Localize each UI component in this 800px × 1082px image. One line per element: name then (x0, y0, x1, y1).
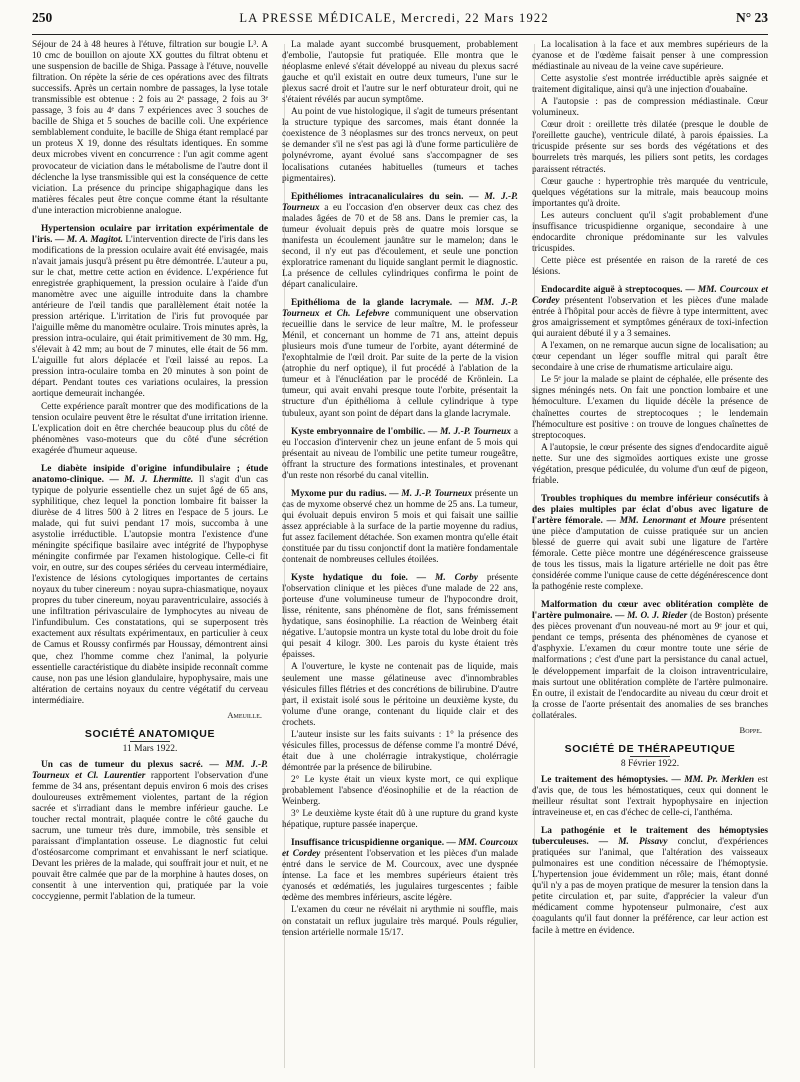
signature: Ameuille. (227, 709, 262, 720)
journal-title-line (239, 11, 548, 26)
article-author: — M. J.-P. Tourneux (282, 191, 518, 213)
paragraph: Cette expérience paraît montrer que des modifications de la tension oculaire peuvent être le résultat d'une irritation irienne. L'explication doit en être cherchée beaucoup plus du côté de phénomènes vaso-moteurs que du côté d'une sécrétion exagérée d'humeur aqueuse. (32, 401, 268, 456)
paragraph: L'examen du cœur ne révélait ni arythmie ni souffle, mais on constatait un reflux jugulaire très marqué. Pouls régulier, tension artérielle normale 15/17. (282, 905, 518, 938)
article-text: conclut, d'expériences pratiquées sur l'animal, que l'altération des vaisseaux pulmonaires est une condition nécessaire de l'hémoptysie. L'hypertension joue évidemment un rôle; mais, étant donné qu'il n'y a pas de moyen pratique de mesurer la tension dans la petite circulation et, par suite, d'apprécier la valeur d'un médicament comme hypotenseur pulmonaire, c'est aux coagulants qu'il faut donner la préférence, car leur action est facile à mettre en évidence. (532, 837, 768, 936)
paragraph: 2° Le kyste était un vieux kyste mort, ce qui explique probablement l'absence d'éosinophilie et de la réaction de Weinberg. (282, 774, 518, 808)
article-author: — MM. Pr. Merklen (671, 774, 755, 785)
article-title: Hypertension oculaire par irritation expérimentale de l'iris. (32, 223, 268, 245)
paragraph: Cœur gauche : hypertrophie très marquée du ventricule, quelques végétations sur la mitrale, mais beaucoup moins importantes qu'à droite. (532, 176, 768, 209)
running-header (32, 10, 768, 35)
article-text: présente l'observation clinique et les pièces d'une malade de 22 ans, porteuse d'une volumineuse tumeur de l'hypocondre droit, lisse, rénitente, sans phénomène de flot, sans frémissement hydatique, sans éosinophilie. La réaction de Weinberg était négative. L'autopsie montra un kyste total du lobe droit du foie qui pesait 4 kilogr. 300. Les parois du kyste étaient très épaisses. (282, 573, 518, 661)
paragraph: La malade ayant succombé brusquement, probablement d'embolie, l'autopsie fut pratiquée. Elle montra que le néoplasme enlevé s'était développé au niveau du plexus sacré gauche et qu'il existait en outre deux tumeurs, l'une sur le plexus sacré droit et l'autre sur le nerf obturateur droit, qui ne s'étaient révélés par aucun symptôme. (282, 40, 518, 106)
paragraph: A l'autopsie : pas de compression médiastinale. Cœur volumineux. (532, 97, 768, 119)
section-rule (630, 756, 670, 757)
article-author: — MM. J.-P. Tourneux et Ch. Lefebvre (282, 298, 518, 320)
paragraph: Au point de vue histologique, il s'agit de tumeurs présentant la structure typique des sarcomes, mais étant donnée la coexistence de 3 néoplasmes sur des troncs nerveux, on peut se demander s'il ne s'est pas agi là d'une forme particulière de polynévrome, ayant évolué sans s'accompagner de ses localisations cutanées habituelles (tumeurs et taches pigmentaires). (282, 107, 518, 184)
signature: Boppe. (739, 724, 762, 735)
article-text: présentent une pièce d'amputation de cuisse pratiquée sur un ancien blessé de guerre qui avait subi une ligature de l'artère fémorale. Cette pièce montre une dégénérescence graisseuse de tous les tissus, mais la ligature artérielle ne doit pas être considérée comme l'unique cause de cette dégénérescence dont la pathogénie reste complexe. (532, 515, 768, 593)
article-author: — M. O. J. Rieder (615, 611, 688, 622)
article-author: — M. J. Lhermitte. (109, 474, 194, 485)
article-item (532, 285, 768, 340)
article-author: — M. J.-P. Tourneux (389, 488, 473, 499)
article-item (282, 427, 518, 482)
article-author: — M. Pissavy (598, 837, 668, 848)
paragraph: A l'ouverture, le kyste ne contenait pas de liquide, mais seulement une masse gélatineuse avec d'innombrables vésicules filles flétries et des concrétions de bilirubine. D'autre part, il existait isolé sous le péritoine un deuxième kyste, du volume d'une orange, contenant du liquide clair et des crochets. (282, 662, 518, 728)
article-title: Kyste embryonnaire de l'ombilic. (291, 426, 426, 437)
article-text: a eu l'occasion d'en observer deux cas chez des malades âgées de 70 et de 58 ans. Dans le premier cas, la tumeur évoluait depuis près de quatre mois lorsque se manifesta un écoulement jaunâtre sur le mamelon; dans le second, il n'y eut pas d'écoulement, et seule une ponction exploratrice ramenant du liquide sanglant permit le diagnostic. La présence de cellules cylindriques confirma le point de départ canaliculaire. (282, 202, 518, 290)
article-item (532, 775, 768, 819)
article-item (32, 224, 268, 401)
paragraph: Séjour de 24 à 48 heures à l'étuve, filtration sur bougie L³. A 10 cmc de bouillon on ajoute XX gouttes du filtrat obtenu et une suspension de bacille de Shiga. Passage à l'étuve, nouvelle filtration. On répète la série de ces opérations avec des filtrats successifs. Après un certain nombre de passages, la lyse totale transmissible est obtenue : 2 fois au 2ᵉ passage, 2 fois au 3ᵉ passage, 3 fois au 4ᵉ dans 7 expériences avec 3 souches de bacille de Shiga et 5 souches de bacille coli. Une expérience semblablement conduite, le bacille de Shiga étant remplacé par un proteus X 19, donne des résultats identiques. En somme deux microbes vivent en concurrence : l'un agit comme agent provocateur de viciation dans le métabolisme de l'autre dont il déclenche la lyse transmissible qui est la conséquence de cette viciation. La présence du principe shigaphagique dans les matières fécales peut être conçue comme étant la résultante d'une interaction microbienne analogue. (32, 40, 268, 216)
article-text: est d'avis que, de tous les hémostatiques, ceux qui donnent le meilleur résultat sont l'extrait hypophysaire en injection intraveineuse et, en cas d'échec de celle-ci, l'anthéma. (532, 774, 768, 819)
article-title: Epithélioma de la glande lacrymale. (291, 298, 453, 309)
article-title: Troubles trophiques du membre inférieur consécutifs à des plaies multiples par éclat d'obus avec ligature de l'artère fémorale. (532, 493, 768, 526)
article-author: — MM. Lenormant et Moure (606, 515, 726, 526)
article-item (282, 489, 518, 566)
article-title: Le traitement des hémoptysies. (541, 774, 668, 785)
paragraph: Cette pièce est présentée en raison de la rareté de ces lésions. (532, 255, 768, 277)
article-item (532, 494, 768, 593)
article-author: — MM. Courcoux et Cordey (532, 284, 768, 307)
article-title: Un cas de tumeur du plexus sacré. (41, 759, 203, 770)
article-text: Il s'agit d'un cas typique de polyurie essentielle chez un sujet âgé de 65 ans, syphilitique, chez lequel la ponction lombaire fit baisser la diurèse de 4 litres 500 à 2 litres en l'espace de 5 jours. Le malade, qui fut suivi pendant 17 mois, succomba à une asystolie irréductible. L'autopsie montra l'existence d'une méningite spécifique basilaire avec intégrité de l'hypophyse méningite confirmée par l'examen histologique. Celle-ci fit voir, en outre, sur des coupes sériées du cerveau intermédiaire, l'existence de lésions cytologiques importantes de certains noyaux du tuber cinereum : noyau supra-chiasmatique, noyaux propres du tuber cinereum, noyau paraventriculaire, associés à une infiltration périvasculaire de lymphocytes au niveau de l'infundibulum. Ces constatations, qui se superposent très exactement aux résultats expérimentaux, en particulier à ceux de Camus et Roussy confirmés par Houssay, démontrent ainsi que, chez l'homme comme chez l'animal, la polyurie essentielle caractéristique du diabète insipide reconnaît comme cause, non pas une lésion glandulaire, hypophysaire, mais une altération de certains noyaux du centre végétatif du cerveau intermédiaire. (32, 474, 268, 706)
article-author: — M. Corby (416, 573, 478, 584)
article-item (282, 298, 518, 420)
section-heading: SOCIÉTÉ ANATOMIQUE (84, 727, 216, 740)
paragraph: 3° Le deuxième kyste était dû à une rupture du grand kyste hépatique, rupture passée inaperçue. (282, 809, 518, 831)
section-date: 11 Mars 1922. (122, 743, 178, 754)
article-text: présente un cas de myxome observé chez un homme de 25 ans. La tumeur, qui évoluait depuis environ 5 mois et qui faisait une saillie assez appréciable à la surface de la partie moyenne du radius, fut assez facilement détachée. Son examen montra qu'elle était constituée par du tissu conjonctif dont la matière fondamentale contenait de nombreuses cellules étoilées. (282, 488, 518, 566)
article-item (532, 600, 768, 722)
article-title: Malformation du cœur avec oblitération complète de l'artère pulmonaire. (532, 600, 768, 622)
article-text: communiquent une observation recueillie dans le service de leur maître, M. le professeur Ménil, et concernant un homme de 71 ans, atteint depuis plusieurs mois d'une tumeur de l'orbite, ayant déterminé de l'exophtalmie de l'œil droit. Par suite de la perte de la vision (atrophie du nerf optique), il fut procédé à l'ablation de la tumeur et à l'énucléation par le procédé de Krönlein. La tumeur, qui avait envahi presque toute l'orbite, présentait la structure d'un épithélioma à cellule cylindrique à type tubuleux, ayant son point de départ dans la glande lacrymale. (282, 309, 518, 419)
article-title: Myxome pur du radius. (291, 488, 387, 499)
article-author: — M. A. Magitot. (54, 234, 123, 245)
article-text: présentent l'observation et les pièces d'une malade entrée à l'hôpital pour accès de fièvre à type intermittent, avec gros amaigrissement et symptômes généraux de toxi-infection qui auraient débuté il y a 3 semaines. (532, 296, 768, 340)
column-middle (282, 40, 518, 1070)
article-text: présentent l'observation et les pièces d'un malade entré dans le service de M. Courcoux, avec une dyspnée intense. La face et les membres supérieurs étaient très cyanosés et œdématiés, les jugulaires turgescentes ; faible œdème des membres inférieurs, ascite légère. (282, 849, 518, 904)
issue-date: Mercredi, 22 Mars 1922 (400, 11, 549, 25)
article-author: — M. J.-P. Tourneux (428, 426, 511, 437)
article-item (32, 464, 268, 707)
paragraph: Cœur droit : oreillette très dilatée (presque le double de l'oreillette gauche), ventricule dilaté, à parois épaissies. La tricuspide présente sur ses bords des végétations et des bourrelets très marqués, les piliers sont petits, les cordages paraissent rétractés. (532, 120, 768, 175)
paragraph: La localisation à la face et aux membres supérieurs de la cyanose et de l'œdème faisait penser à une compression médiastinale au niveau de la veine cave supérieure. (532, 40, 768, 73)
article-text: L'intervention directe de l'iris dans les modifications de la pression oculaire avait été envisagée, mais n'avait jamais jusqu'à présent pu être démontrée. L'auteur a pu, sur le chat, mettre cette action en évidence. L'expérience fut enregistrée graphiquement, la pression oculaire à l'aide d'un manomètre avec une aiguille introduite dans la chambre antérieure de l'œil tandis que parallèlement était notée la pression artérique. L'irritation de l'iris fut provoquée par l'aiguille même du manomètre oculaire. Trois minutes après, la pression intra-oculaire, qui était primitivement de 30 mm. Hg, s'élevait à 42 mm; au bout de 7 minutes, elle était de 56 mm. L'aiguille fut alors déplacée et l'œil laissé au repos. La pression intra-oculaire tomba en 20 minutes à son point de départ. Pendant toutes ces variations oculaires, la pression aortique demeurait inchangée. (32, 234, 268, 400)
article-item (32, 760, 268, 904)
article-title: Endocardite aiguë à streptocoques. (541, 284, 683, 295)
article-item (282, 192, 518, 291)
paragraph: Le 5ᵉ jour la malade se plaint de céphalée, elle présente des signes méningés nets. On fait une ponction lombaire et une hémoculture. L'examen du liquide décèle la présence de chaînettes courtes de streptocoques ; le lendemain l'hémoculture est positive : on trouve de longues chaînettes de streptocoques. (532, 375, 768, 441)
column-right (532, 40, 768, 1070)
article-title: La pathogénie et le traitement des hémoptysies tuberculeuses. (532, 826, 768, 848)
article-text: (de Boston) présente des pièces provenant d'un nouveau-né mort au 9ᵉ jour et qui, pendant ce temps, présenta des phénomènes de cyanose et d'asphyxie. L'examen du cœur montre toute une série de malformations ; c'est d'une part la persistance du canal actuel, le développement imparfait de la cloison intraventriculaire, mais surtout une oblitération complète de l'artère pulmonaire. En outre, il existait de l'endocardite au niveau du cœur droit et la crosse de l'aorte présentait des anomalies de ses branches collatérales. (532, 611, 768, 721)
article-item (282, 838, 518, 904)
article-author: — MM. J.-P. Tourneux et Cl. Laurentier (32, 759, 268, 781)
article-title: Insuffisance tricuspidienne organique. (291, 838, 445, 849)
article-item (282, 573, 518, 661)
article-title: Kyste hydatique du foie. (291, 573, 408, 584)
article-columns (32, 40, 768, 1070)
paragraph: A l'autopsie, le cœur présente des signes d'endocardite aiguë nette. Sur une des sigmoïdes aortiques existe une grosse végétation, presque pédiculée, du volume d'un œuf de pigeon, friable. (532, 442, 768, 486)
paragraph: A l'examen, on ne remarque aucun signe de localisation; au cœur cependant un léger souffle mitral qui paraît être secondaire à une crise de rhumatisme articulaire aigu. (532, 341, 768, 374)
section-rule (130, 741, 170, 742)
article-title: Le diabète insipide d'origine infundibulaire ; étude anatomo-clinique. (32, 463, 268, 485)
issue-number: N° 23 (735, 10, 768, 25)
article-title: Epithéliomes intracanaliculaires du sein. (291, 191, 464, 202)
article-item (532, 826, 768, 936)
paragraph: Les auteurs concluent qu'il s'agit probablement d'une insuffisance tricuspidienne organique, secondaire à une endocardite chronique prédominante sur les valvules tricuspides. (532, 210, 768, 254)
paragraph: L'auteur insiste sur les faits suivants : 1° la présence des vésicules filles, processus de défense comme l'a montré Dévé, était due à une cholérragie intrakystique, cholérragie démontrée par la présence de bilirubine. (282, 729, 518, 773)
paragraph: Cette asystolie s'est montrée irréductible après saignée et traitement digitalique, ainsi qu'à une injection d'ouabaïne. (532, 74, 768, 96)
article-author: — MM. Courcoux et Cordey (282, 838, 518, 860)
article-text: rapportent l'observation d'une femme de 34 ans, présentant depuis environ 6 mois des crises douloureuses extrêmement violentes, partant de la région sacrée et s'irradiant dans le membre inférieur gauche. Le toucher rectal montrait, plaquée contre le côté gauche du sacrum, une tumeur très dure, immobile, très sensible et paraissant d'implantation osseuse. Le diagnostic fut celui d'ostéosarcome comprimant et envahissant le nerf sciatique. Devant les prières de la malade, qui souffrait jour et nuit, et ne pouvait être calmée que par de la morphine à hautes doses, on consentit à une intervention qui, pratiquée par la voie coccygienne, permit l'ablation de la tumeur. (32, 770, 268, 903)
journal-title: LA PRESSE MÉDICALE, (239, 11, 397, 25)
page-number: 250 (32, 10, 53, 25)
column-left (32, 40, 268, 1070)
article-text: a eu l'occasion d'intervenir chez un jeune enfant de 5 mois qui présentait au niveau de l'ombilic une petite tumeur rougeâtre, offrant la structure des formations intestinales, et provenant d'un reste non résorbé du canal vitellin. (282, 426, 518, 481)
section-date: 8 Février 1922. (620, 758, 680, 769)
section-heading: SOCIÉTÉ DE THÉRAPEUTIQUE (564, 742, 736, 755)
